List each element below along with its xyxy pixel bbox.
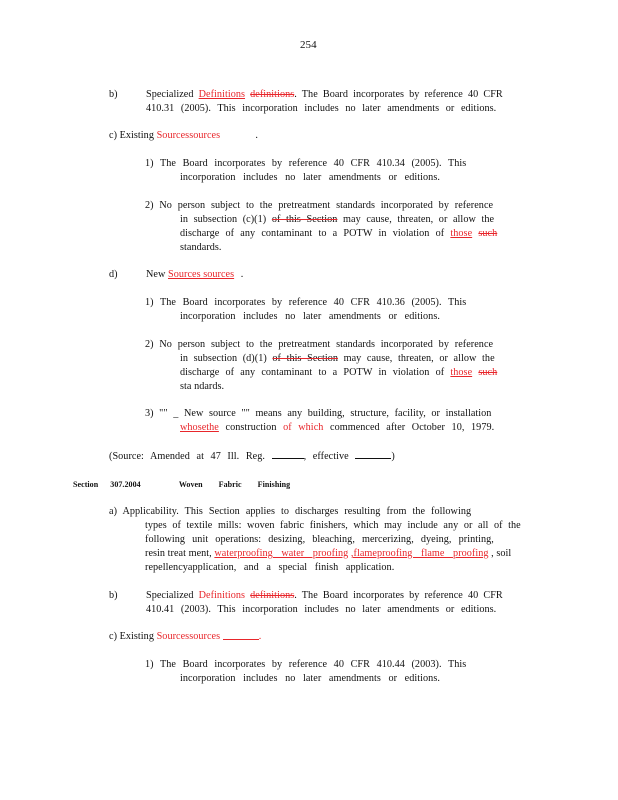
- paragraph-c2-line: [109, 630, 261, 643]
- a2-line5: repellencyapplication, and a special finish application.: [145, 562, 395, 573]
- deleted-text: of this Section: [271, 214, 338, 225]
- inserted-text: whosethe: [180, 422, 219, 433]
- text: _ New source "" means any building, structure, facility, or installation: [173, 408, 492, 419]
- text: 3) "": [145, 408, 168, 419]
- a2-line4: [145, 547, 511, 560]
- paragraph-d-line: [146, 268, 243, 281]
- c1-item2-line1: 2) No person subject to the pretreatment standards incorporated by reference: [145, 200, 494, 211]
- a2-line1: a) Applicability. This Section applies to discharges resulting from the following: [109, 506, 472, 517]
- c1-item1-line1: 1) The Board incorporates by reference 40 CFR 410.34 (2005). This: [145, 158, 467, 169]
- text: in subsection (d)(1): [180, 353, 267, 364]
- text: New: [146, 269, 166, 280]
- inserted-text: Sourcessources: [156, 631, 221, 642]
- text: ): [391, 451, 395, 462]
- inserted-text: Definitions: [198, 590, 246, 601]
- d1-item3-line2: [180, 421, 494, 434]
- text: , effective: [303, 451, 349, 462]
- d1-item2-line2: [180, 352, 495, 365]
- paragraph-b2-line1: [146, 589, 503, 602]
- paragraph-b2-label: b): [109, 590, 118, 601]
- text: c) Existing: [109, 631, 154, 642]
- inserted-text: waterproofing water proofing: [214, 548, 349, 559]
- paragraph-c-line: [109, 129, 258, 142]
- text: (Source: Amended at 47 Ill. Reg.: [109, 451, 265, 462]
- text: . The Board incorporates by reference 40 CFR: [294, 89, 503, 100]
- blank-line: [272, 449, 304, 459]
- d1-item2-line1: 2) No person subject to the pretreatment standards incorporated by reference: [145, 339, 494, 350]
- paragraph-b2-line2: 410.41 (2003). This incorporation includes no later amendments or editions.: [146, 604, 497, 615]
- text: , soil: [491, 548, 512, 559]
- text: .: [258, 631, 262, 642]
- deleted-text: such: [478, 367, 498, 378]
- section-title: Woven Fabric Finishing: [178, 480, 291, 489]
- text: may cause, threaten, or allow the: [343, 214, 495, 225]
- text: discharge of any contaminant to a POTW in violation of: [180, 228, 445, 239]
- text: may cause, threaten, or allow the: [343, 353, 495, 364]
- text: construction: [225, 422, 277, 433]
- section-heading: [73, 478, 290, 491]
- text: discharge of any contaminant to a POTW in violation of: [180, 367, 445, 378]
- a2-line2: types of textile mills: woven fabric finishers, which may include any or all of the: [145, 520, 521, 531]
- d1-item1-line1: 1) The Board incorporates by reference 40 CFR 410.36 (2005). This: [145, 297, 467, 308]
- inserted-text: Sources sources: [168, 269, 235, 280]
- deleted-space: [223, 633, 259, 640]
- deleted-text: definitions: [250, 89, 295, 100]
- blank-line: [355, 449, 391, 459]
- c1-item2-line2: [180, 213, 494, 226]
- paragraph-b-label: b): [109, 89, 118, 100]
- c2-item1-line2: incorporation includes no later amendments or editions.: [180, 673, 440, 684]
- text: .: [240, 269, 244, 280]
- text: . The Board incorporates by reference 40 CFR: [294, 590, 503, 601]
- deleted-text: definitions: [250, 590, 295, 601]
- d1-item3-line1: [145, 407, 491, 420]
- a2-line3: following unit operations: desizing, bleaching, mercerizing, dyeing, printing,: [145, 534, 494, 545]
- c2-item1-line1: 1) The Board incorporates by reference 40 CFR 410.44 (2003). This: [145, 659, 467, 670]
- c1-item2-line3: [180, 227, 497, 240]
- text: Specialized: [146, 89, 194, 100]
- text: .: [255, 130, 258, 141]
- c1-item2-line4: standards.: [180, 242, 222, 253]
- text: resin treat ment,: [145, 548, 212, 559]
- inserted-text: Sourcessources: [156, 130, 221, 141]
- inserted-text: of which: [283, 422, 324, 433]
- inserted-text: Definitions: [198, 89, 246, 100]
- text: Specialized: [146, 590, 194, 601]
- d1-item1-line2: incorporation includes no later amendments or editions.: [180, 311, 440, 322]
- deleted-text: such: [478, 228, 498, 239]
- source-note: [109, 449, 395, 463]
- page-number: 254: [300, 39, 317, 51]
- paragraph-b-line2: 410.31 (2005). This incorporation includes no later amendments or editions.: [146, 103, 497, 114]
- inserted-text: ,flameproofing flame proofing: [350, 548, 489, 559]
- inserted-text: those: [450, 228, 473, 239]
- section-number: Section 307.2004: [73, 480, 141, 489]
- text: commenced after October 10, 1979.: [330, 422, 495, 433]
- d1-item2-line3: [180, 366, 497, 379]
- paragraph-d-label: d): [109, 269, 118, 280]
- inserted-text: those: [450, 367, 473, 378]
- text: in subsection (c)(1): [180, 214, 267, 225]
- paragraph-b-line1: [146, 88, 503, 101]
- text: c) Existing: [109, 130, 154, 141]
- c1-item1-line2: incorporation includes no later amendments or editions.: [180, 172, 440, 183]
- deleted-text: of this Section: [272, 353, 339, 364]
- d1-item2-line4: sta ndards.: [180, 381, 225, 392]
